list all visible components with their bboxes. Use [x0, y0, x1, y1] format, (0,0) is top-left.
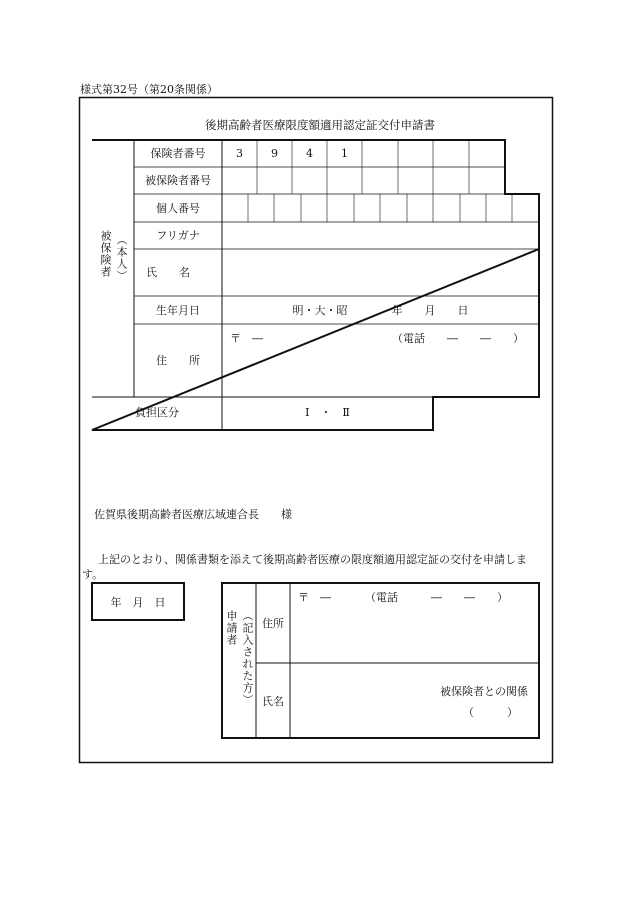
name-label: 氏 名: [146, 266, 190, 279]
applicant-phone: （電話 ― ― ）: [365, 591, 508, 604]
address-label: 住 所: [156, 354, 200, 367]
insured-section-label: 被保険者: [99, 230, 112, 278]
applicant-postal: 〒 ―: [298, 591, 331, 604]
birthdate-value: 明・大・昭 年 月 日: [292, 304, 469, 317]
applicant-name-label: 氏名: [262, 695, 284, 708]
address-phone: （電話 ― ― ）: [392, 332, 524, 345]
insurer-digit: 1: [341, 147, 348, 160]
statement-line2: す。: [82, 568, 104, 581]
insured-number-label: 被保険者番号: [145, 174, 211, 187]
form-title: 後期高齢者医療限度額適用認定証交付申請書: [205, 118, 435, 132]
insurer-digit: 4: [306, 147, 313, 160]
address-postal: 〒 ―: [230, 332, 263, 345]
statement-line1: 上記のとおり、関係書類を添えて後期高齢者医療の限度額適用認定証の交付を申請しま: [98, 553, 527, 566]
insurer-digit: 9: [271, 147, 278, 160]
personal-number-label: 個人番号: [156, 202, 200, 215]
relationship-paren: （ ）: [463, 706, 518, 719]
insurer-digit: 3: [236, 147, 243, 160]
applicant-section-label: 申請者: [225, 610, 238, 646]
applicant-section-label-group: [224, 610, 254, 710]
addressee: 佐賀県後期高齢者医療広域連合長 様: [94, 508, 292, 521]
burden-options: Ⅰ ・ Ⅱ: [305, 406, 350, 419]
insurer-number-label: 保険者番号: [150, 147, 206, 160]
date-box-text: 年 月 日: [110, 596, 166, 609]
birthdate-label: 生年月日: [156, 304, 200, 317]
applicant-section-note: （記入された方）: [241, 610, 254, 706]
form-number-label: 様式第32号（第20条関係）: [80, 83, 218, 96]
burden-label: 負担区分: [135, 406, 179, 419]
insured-section-note: （本人）: [115, 234, 128, 282]
relationship-label: 被保険者との関係: [440, 685, 528, 698]
furigana-label: フリガナ: [156, 229, 200, 242]
applicant-address-label: 住所: [262, 617, 284, 630]
insured-section-label-group: [94, 230, 132, 310]
